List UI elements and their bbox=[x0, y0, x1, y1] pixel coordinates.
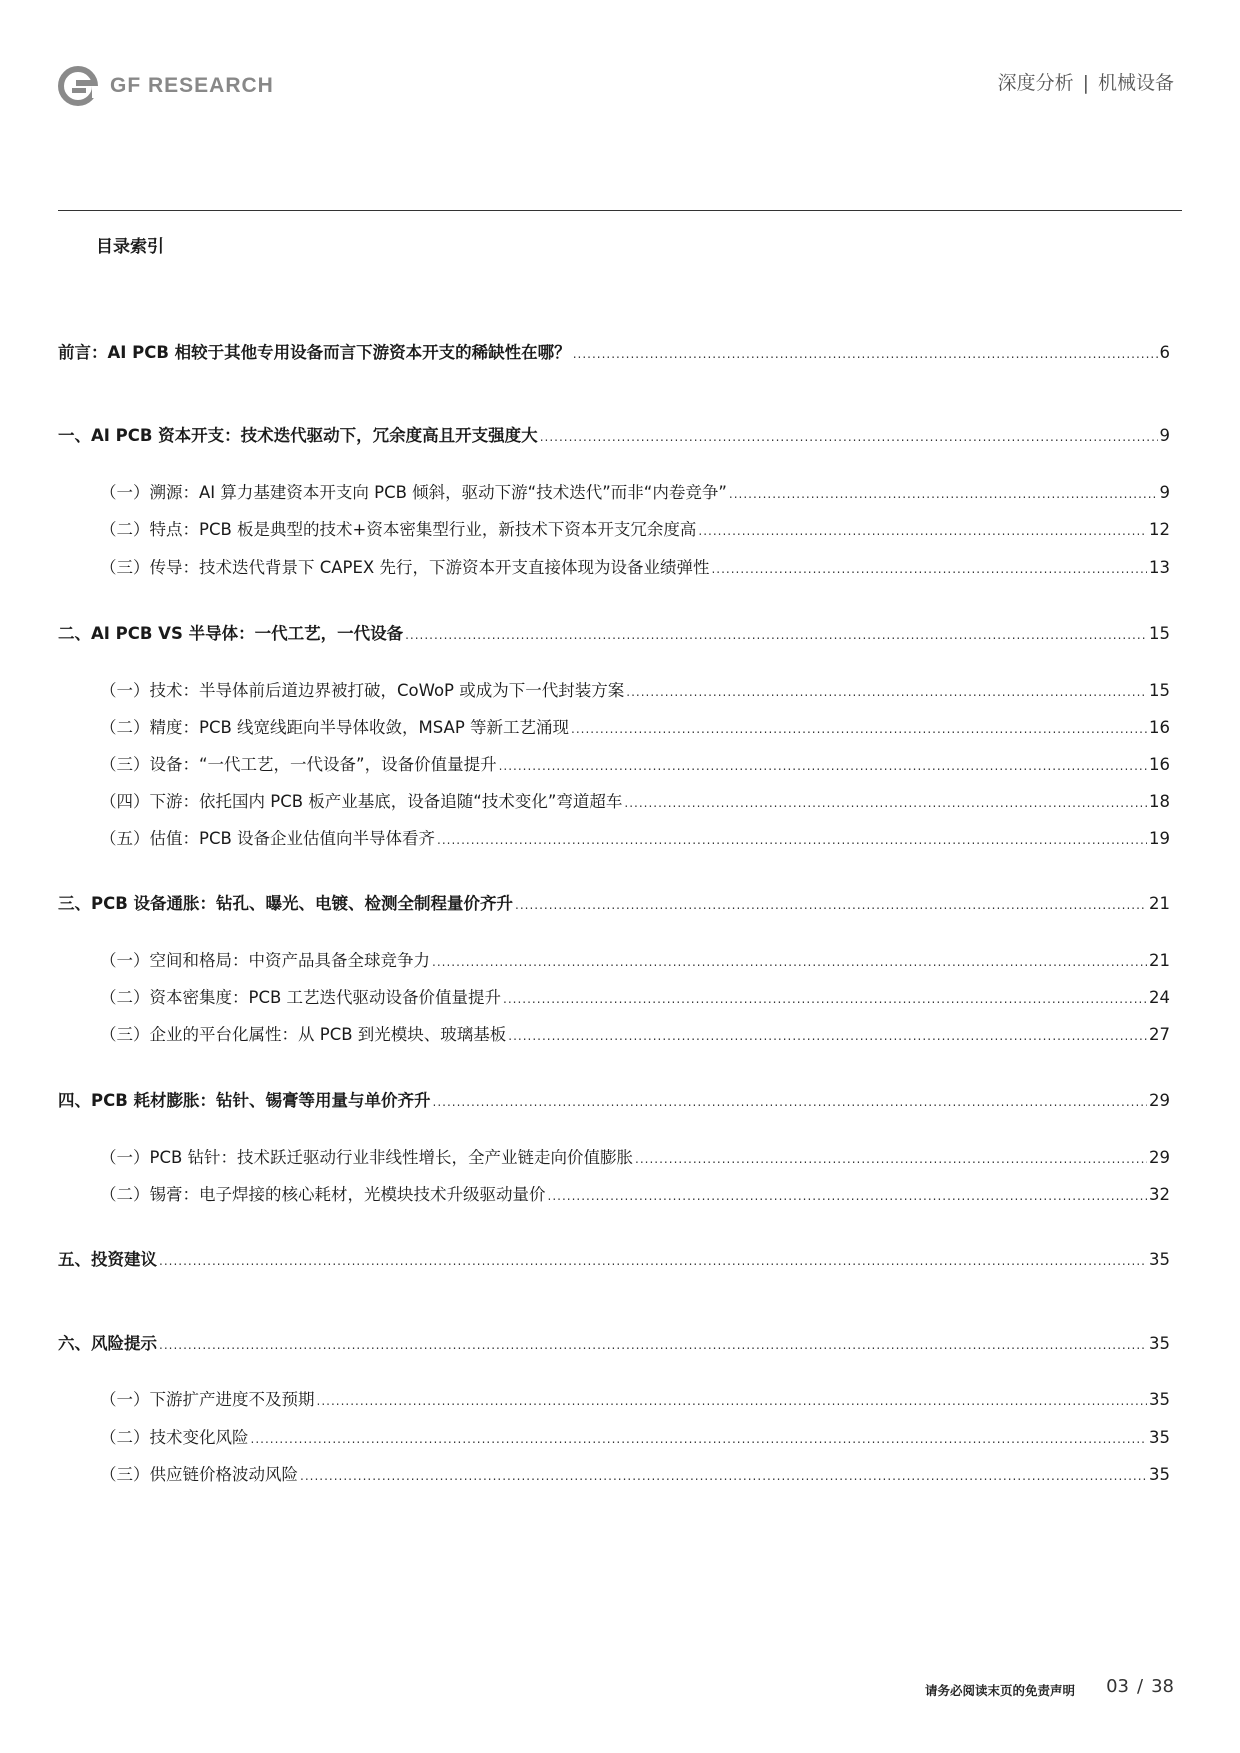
toc-leader-dots bbox=[159, 1334, 1147, 1356]
report-category bbox=[998, 68, 1174, 95]
toc-leader-dots bbox=[624, 792, 1147, 814]
toc-leader-dots bbox=[503, 988, 1147, 1010]
toc-leader-dots bbox=[573, 343, 1158, 365]
toc-entry-label: 四、PCB 耗材膨胀：钻针、锡膏等用量与单价齐升 bbox=[58, 1091, 431, 1110]
toc-title: 目录索引 bbox=[96, 237, 164, 257]
total-pages: 38 bbox=[1151, 1676, 1174, 1697]
toc-entry-label: 二、AI PCB VS 半导体：一代工艺，一代设备 bbox=[58, 624, 404, 643]
toc-entry-page: 24 bbox=[1149, 988, 1170, 1007]
toc-subsection-entry[interactable] bbox=[58, 1427, 1170, 1450]
toc-entry-page: 35 bbox=[1149, 1390, 1170, 1409]
toc-leader-dots bbox=[432, 951, 1147, 973]
toc-leader-dots bbox=[508, 1025, 1147, 1047]
toc-entry-page: 27 bbox=[1149, 1025, 1170, 1044]
toc-subsection-entry[interactable] bbox=[58, 680, 1170, 703]
toc-leader-dots bbox=[433, 1091, 1147, 1113]
page-number bbox=[1106, 1676, 1174, 1697]
toc-entry-label: （二）特点：PCB 板是典型的技术+资本密集型行业，新技术下资本开支冗余度高 bbox=[100, 520, 697, 539]
gf-logo-icon bbox=[58, 66, 98, 106]
toc-entry-page: 15 bbox=[1149, 624, 1170, 643]
logo-text: GF RESEARCH bbox=[110, 74, 274, 97]
toc-entry-label: （二）精度：PCB 线宽线距向半导体收敛，MSAP 等新工艺涌现 bbox=[100, 718, 570, 737]
toc-entry-page: 18 bbox=[1149, 792, 1170, 811]
toc-subsection-entry[interactable] bbox=[58, 950, 1170, 973]
toc-subsection-entry[interactable] bbox=[58, 828, 1170, 851]
toc-leader-dots bbox=[437, 829, 1147, 851]
toc-entry-page: 16 bbox=[1149, 755, 1170, 774]
header-separator: | bbox=[1082, 72, 1089, 94]
toc-subsection-entry[interactable] bbox=[58, 1024, 1170, 1047]
toc-subsection-entry[interactable] bbox=[58, 557, 1170, 580]
toc-section-entry[interactable] bbox=[58, 1333, 1170, 1356]
toc-entry-label: 五、投资建议 bbox=[58, 1250, 157, 1269]
toc-entry-label: （一）下游扩产进度不及预期 bbox=[100, 1390, 315, 1409]
toc-leader-dots bbox=[548, 1185, 1148, 1207]
toc-leader-dots bbox=[300, 1465, 1147, 1487]
toc-entry-page: 9 bbox=[1159, 483, 1170, 502]
toc-entry-page: 35 bbox=[1149, 1428, 1170, 1447]
sector-name: 机械设备 bbox=[1097, 72, 1174, 94]
toc-section-entry[interactable] bbox=[58, 425, 1170, 448]
toc-entry-label: （三）设备：“一代工艺，一代设备”，设备价值量提升 bbox=[100, 755, 497, 774]
toc-section-entry[interactable] bbox=[58, 623, 1170, 646]
toc-entry-page: 21 bbox=[1149, 951, 1170, 970]
toc-leader-dots bbox=[499, 755, 1147, 777]
toc-leader-dots bbox=[251, 1428, 1148, 1450]
toc-section-entry[interactable] bbox=[58, 342, 1170, 365]
toc-leader-dots bbox=[698, 520, 1147, 542]
toc-entry-label: 前言：AI PCB 相较于其他专用设备而言下游资本开支的稀缺性在哪？ bbox=[58, 343, 571, 362]
toc-entry-label: 三、PCB 设备通胀：钻孔、曝光、电镀、检测全制程量价齐升 bbox=[58, 894, 514, 913]
toc-entry-page: 13 bbox=[1149, 558, 1170, 577]
toc-subsection-entry[interactable] bbox=[58, 717, 1170, 740]
toc-entry-page: 16 bbox=[1149, 718, 1170, 737]
toc-entry-page: 32 bbox=[1149, 1185, 1170, 1204]
toc-entry-page: 21 bbox=[1149, 894, 1170, 913]
toc-entry-label: （四）下游：依托国内 PCB 板产业基底，设备追随“技术变化”弯道超车 bbox=[100, 792, 623, 811]
toc-leader-dots bbox=[317, 1390, 1148, 1412]
toc-subsection-entry[interactable] bbox=[58, 1147, 1170, 1170]
toc-entry-label: （三）企业的平台化属性：从 PCB 到光模块、玻璃基板 bbox=[100, 1025, 507, 1044]
toc-entry-label: 一、AI PCB 资本开支：技术迭代驱动下，冗余度高且开支强度大 bbox=[58, 426, 538, 445]
toc-entry-page: 35 bbox=[1149, 1334, 1170, 1353]
toc-entry-label: （五）估值：PCB 设备企业估值向半导体看齐 bbox=[100, 829, 436, 848]
gf-research-logo bbox=[58, 66, 274, 106]
toc-subsection-entry[interactable] bbox=[58, 791, 1170, 814]
toc-subsection-entry[interactable] bbox=[58, 482, 1170, 505]
toc-leader-dots bbox=[729, 483, 1158, 505]
toc-leader-dots bbox=[635, 1148, 1147, 1170]
toc-subsection-entry[interactable] bbox=[58, 1184, 1170, 1207]
toc-entry-label: （二）资本密集度：PCB 工艺迭代驱动设备价值量提升 bbox=[100, 988, 502, 1007]
toc-leader-dots bbox=[540, 426, 1158, 448]
toc-leader-dots bbox=[515, 894, 1147, 916]
toc-entry-label: （二）技术变化风险 bbox=[100, 1428, 249, 1447]
toc-subsection-entry[interactable] bbox=[58, 754, 1170, 777]
toc-entry-label: （三）传导：技术迭代背景下 CAPEX 先行，下游资本开支直接体现为设备业绩弹性 bbox=[100, 558, 710, 577]
toc-entry-label: （一）PCB 钻针：技术跃迁驱动行业非线性增长，全产业链走向价值膨胀 bbox=[100, 1148, 634, 1167]
toc-entry-page: 6 bbox=[1159, 343, 1170, 362]
toc-section-entry[interactable] bbox=[58, 1090, 1170, 1113]
toc-entry-page: 29 bbox=[1149, 1148, 1170, 1167]
toc-entry-page: 29 bbox=[1149, 1091, 1170, 1110]
disclaimer-note: 请务必阅读末页的免责声明 bbox=[924, 1683, 1075, 1698]
toc-entry-label: （一）溯源：AI 算力基建资本开支向 PCB 倾斜，驱动下游“技术迭代”而非“内卷竞争” bbox=[100, 483, 727, 502]
toc-section-entry[interactable] bbox=[58, 1249, 1170, 1272]
toc-entry-page: 35 bbox=[1149, 1465, 1170, 1484]
toc-entry-label: （三）供应链价格波动风险 bbox=[100, 1465, 298, 1484]
toc-leader-dots bbox=[571, 718, 1147, 740]
toc-entry-page: 15 bbox=[1149, 681, 1170, 700]
toc-leader-dots bbox=[711, 558, 1147, 580]
toc-subsection-entry[interactable] bbox=[58, 1389, 1170, 1412]
toc-subsection-entry[interactable] bbox=[58, 1464, 1170, 1487]
toc-entry-page: 19 bbox=[1149, 829, 1170, 848]
toc-entry-label: （一）空间和格局：中资产品具备全球竞争力 bbox=[100, 951, 430, 970]
toc-section-entry[interactable] bbox=[58, 893, 1170, 916]
toc-entry-page: 9 bbox=[1159, 426, 1170, 445]
current-page: 03 bbox=[1106, 1676, 1130, 1697]
toc-entry-page: 12 bbox=[1149, 520, 1170, 539]
header-rule bbox=[58, 210, 1182, 211]
toc-leader-dots bbox=[405, 624, 1147, 646]
toc-subsection-entry[interactable] bbox=[58, 987, 1170, 1010]
page-separator: / bbox=[1137, 1676, 1144, 1697]
report-type: 深度分析 bbox=[997, 72, 1074, 94]
toc-entry-label: （一）技术：半导体前后道边界被打破，CoWoP 或成为下一代封装方案 bbox=[100, 681, 625, 700]
toc-leader-dots bbox=[626, 681, 1147, 703]
toc-subsection-entry[interactable] bbox=[58, 519, 1170, 542]
toc-entry-page: 35 bbox=[1149, 1250, 1170, 1269]
toc-entry-label: 六、风险提示 bbox=[58, 1334, 157, 1353]
toc-entry-label: （二）锡膏：电子焊接的核心耗材，光模块技术升级驱动量价 bbox=[100, 1185, 546, 1204]
toc-leader-dots bbox=[159, 1250, 1147, 1272]
